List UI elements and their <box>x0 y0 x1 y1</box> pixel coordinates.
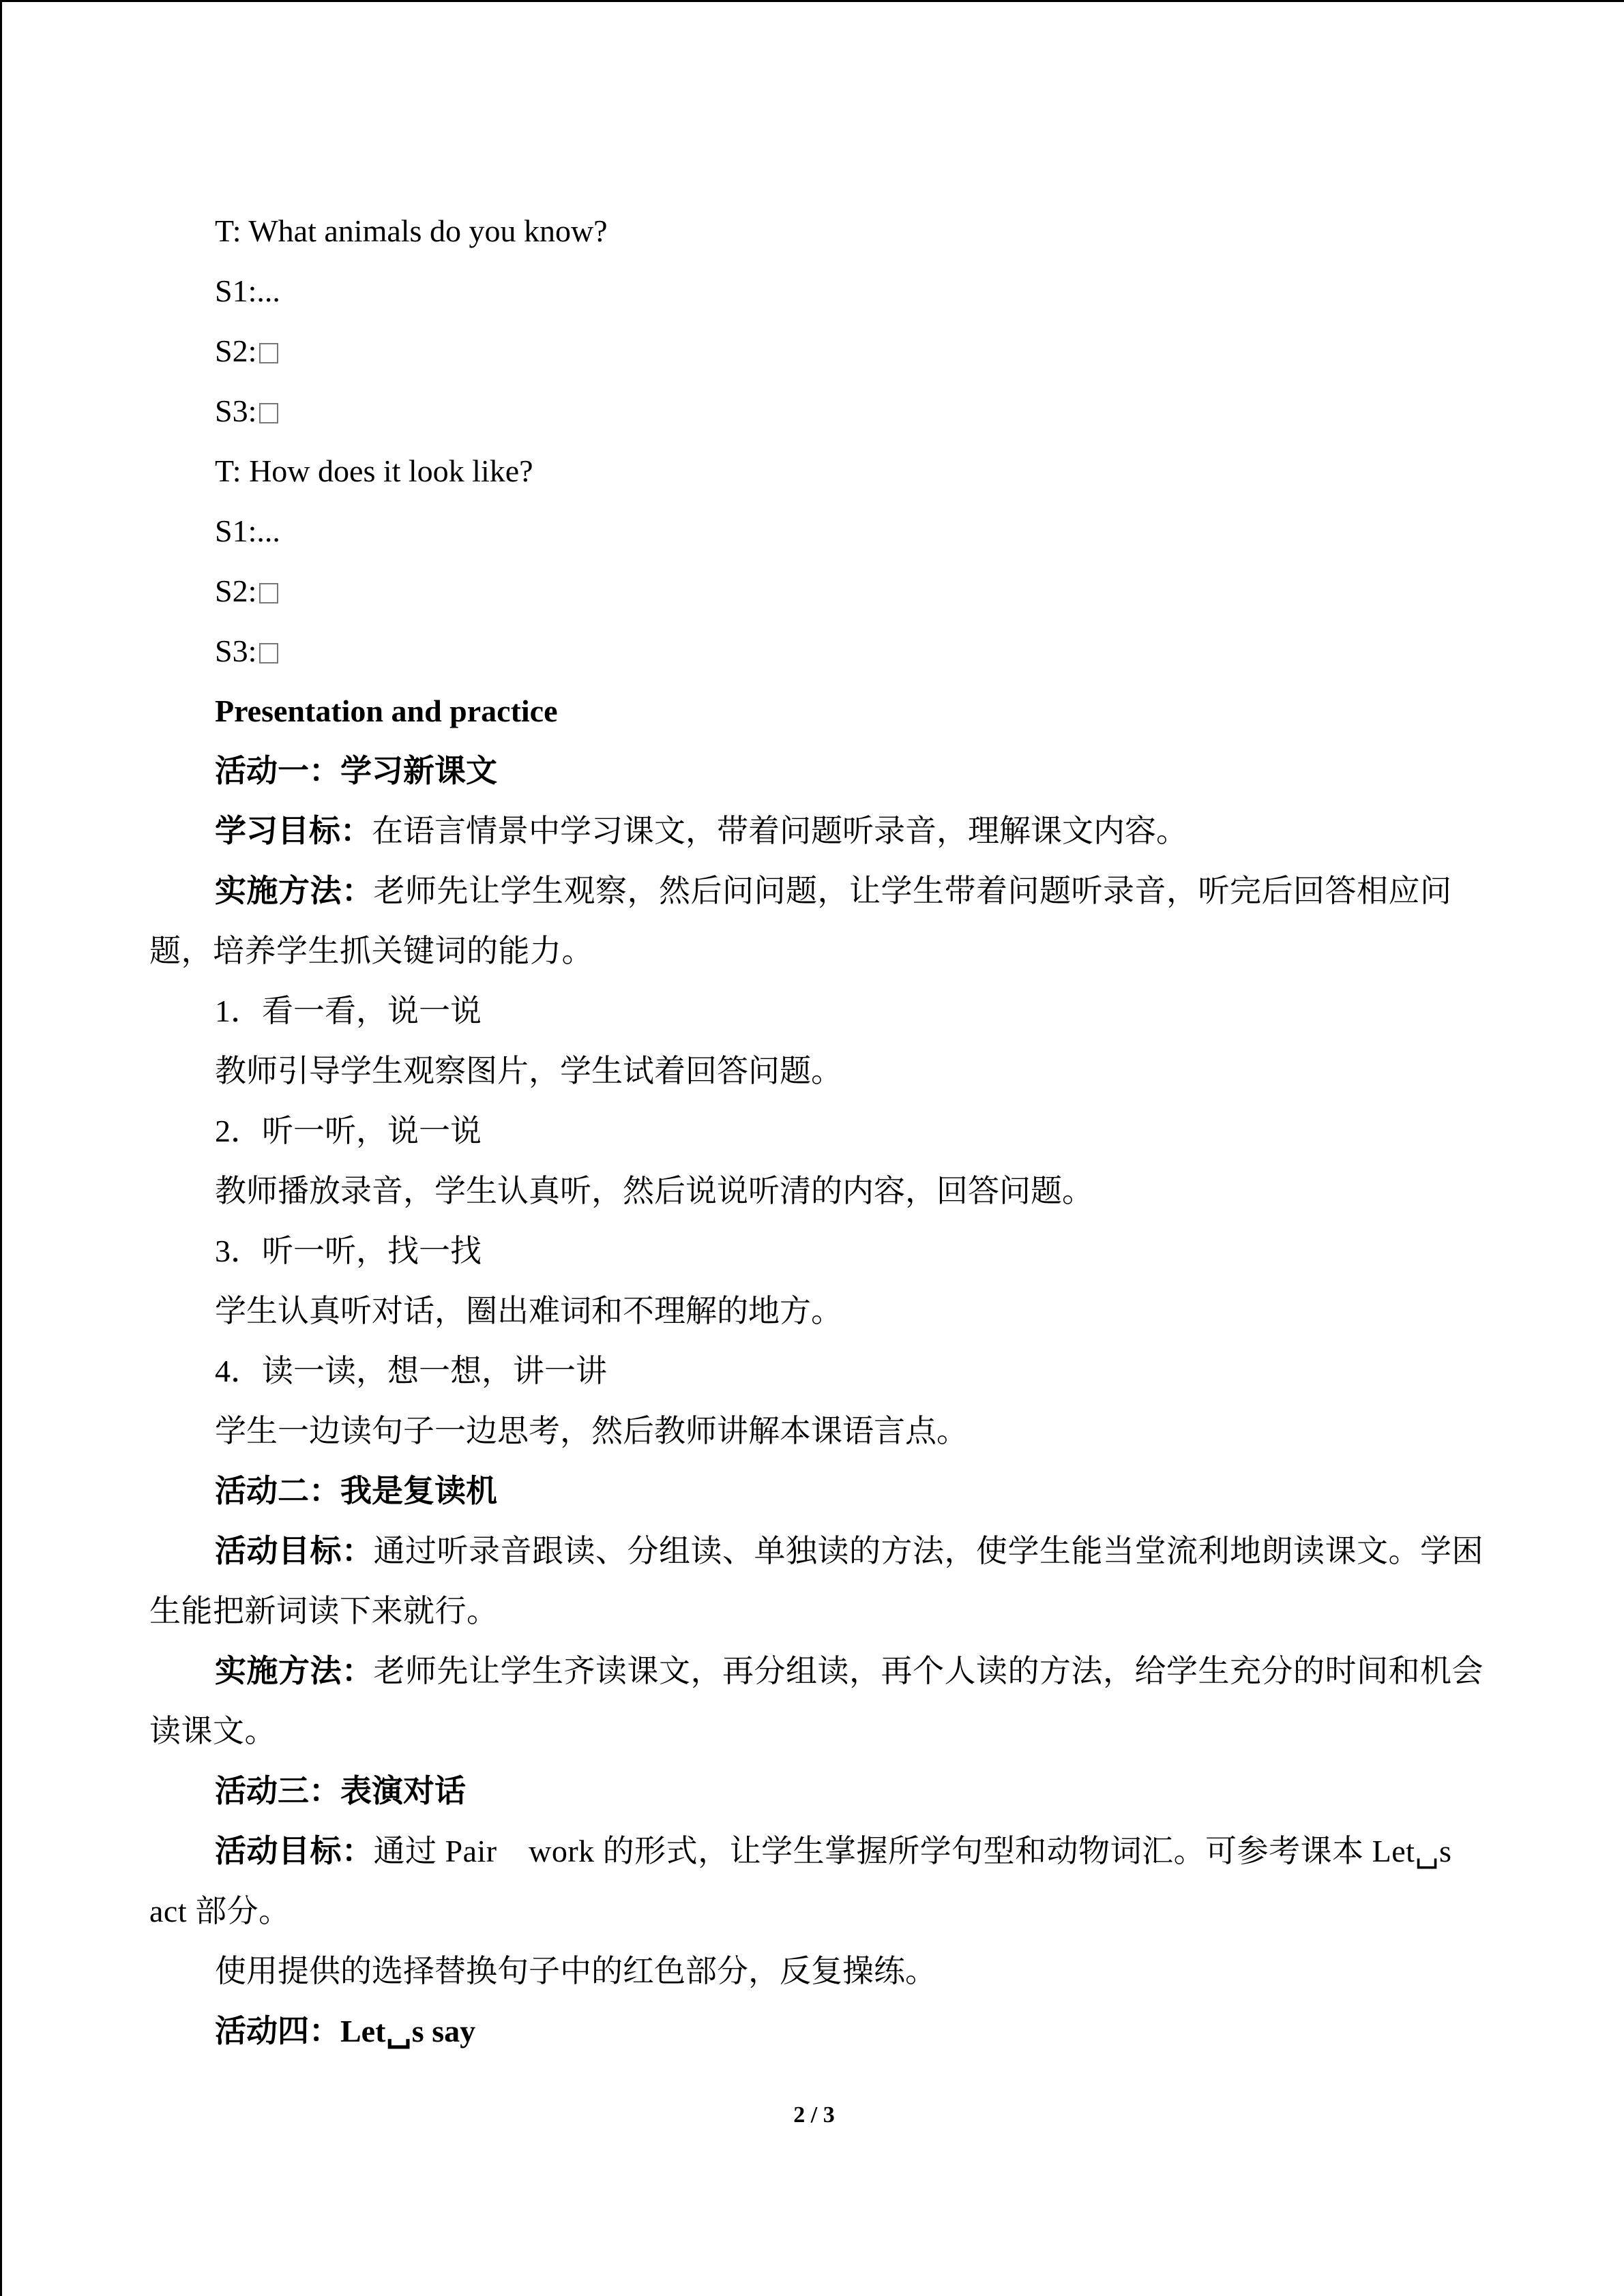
page-number: 2 / 3 <box>793 2102 835 2128</box>
dialogue-speaker: S3: <box>215 393 257 428</box>
activity-goal <box>149 1521 1486 1641</box>
activity-title: 活动二：我是复读机 <box>215 1474 497 1508</box>
dialogue-line <box>149 321 1486 381</box>
activity-method <box>149 861 1486 981</box>
activity-title: 活动一：学习新课文 <box>215 754 497 788</box>
missing-glyph-box <box>259 343 278 363</box>
step-description: 教师引导学生观察图片，学生试着回答问题。 <box>215 1054 842 1088</box>
dialogue-line: S1:... <box>215 273 280 308</box>
activity-title: 活动四：Let␣s say <box>215 2014 476 2048</box>
step-title: 3．听一听，找一找 <box>215 1234 482 1268</box>
dialogue-line <box>149 561 1486 621</box>
dialogue-line: T: What animals do you know? <box>215 213 608 248</box>
dialogue-line: T: How does it look like? <box>215 453 533 488</box>
dialogue-speaker: S3: <box>215 633 257 668</box>
missing-glyph-box <box>259 643 278 664</box>
dialogue-line <box>149 621 1486 681</box>
method-text: 老师先让学生齐读课文，再分组读，再个人读的方法，给学生充分的时间和机会读课文。 <box>149 1654 1483 1748</box>
goal-label: 活动目标： <box>215 1834 374 1868</box>
missing-glyph-box <box>259 403 278 423</box>
goal-text: 通过听录音跟读、分组读、单独读的方法，使学生能当堂流利地朗读课文。学困生能把新词读下来就行。 <box>149 1534 1483 1628</box>
missing-glyph-box <box>259 583 278 603</box>
goal-text: 在语言情景中学习课文，带着问题听录音，理解课文内容。 <box>372 814 1187 848</box>
step-title: 4．读一读，想一想，讲一讲 <box>215 1354 607 1388</box>
method-text: 老师先让学生观察，然后问问题，让学生带着问题听录音，听完后回答相应问题，培养学生抓关键词的能力。 <box>149 874 1452 968</box>
activity-title: 活动三：表演对话 <box>215 1774 466 1808</box>
dialogue-line: S1:... <box>215 513 280 548</box>
step-title: 2．听一听，说一说 <box>215 1114 482 1148</box>
step-title: 1．看一看，说一说 <box>215 994 482 1028</box>
goal-text: 通过 Pair work 的形式，让学生掌握所学句型和动物词汇。可参考课本 Let␣s act 部分。 <box>149 1834 1452 1928</box>
goal-label: 活动目标： <box>215 1534 374 1568</box>
dialogue-speaker: S2: <box>215 573 257 608</box>
activity-note: 使用提供的选择替换句子中的红色部分，反复操练。 <box>215 1954 936 1988</box>
activity-goal <box>149 801 1486 861</box>
goal-label: 学习目标： <box>215 814 372 848</box>
activity-method <box>149 1641 1486 1761</box>
section-heading: Presentation and practice <box>215 694 558 728</box>
step-description: 学生一边读句子一边思考，然后教师讲解本课语言点。 <box>215 1414 968 1448</box>
method-label: 实施方法： <box>215 1654 374 1688</box>
step-description: 教师播放录音，学生认真听，然后说说听清的内容，回答问题。 <box>215 1174 1093 1208</box>
page-content <box>149 201 1486 2061</box>
activity-goal <box>149 1821 1486 1941</box>
step-description: 学生认真听对话，圈出难词和不理解的地方。 <box>215 1294 842 1328</box>
dialogue-line <box>149 381 1486 441</box>
dialogue-speaker: S2: <box>215 333 257 368</box>
method-label: 实施方法： <box>215 874 374 908</box>
